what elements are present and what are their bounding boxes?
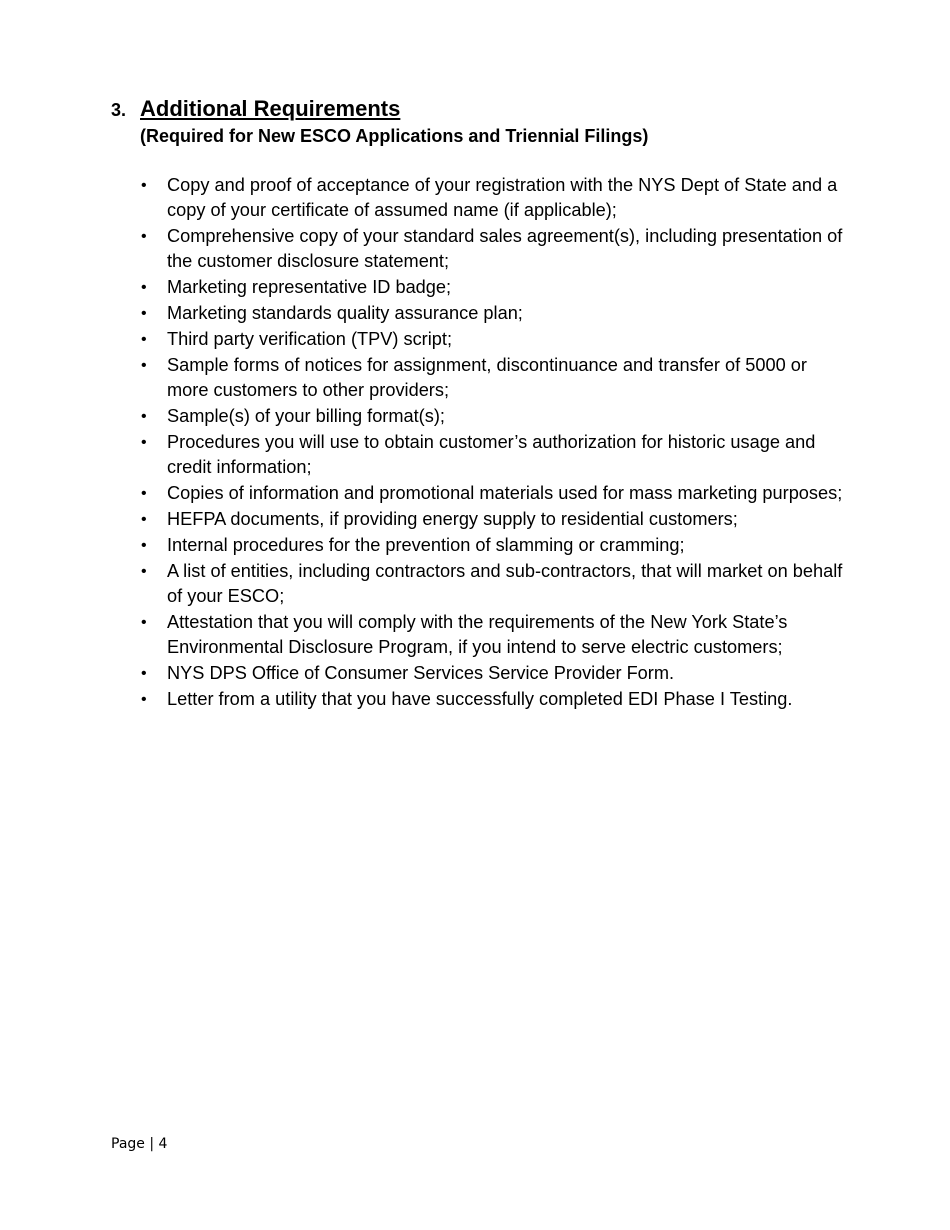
- list-item: [111, 173, 851, 223]
- list-item-text: NYS DPS Office of Consumer Services Service Provider Form.: [167, 663, 675, 683]
- list-item: [111, 301, 851, 326]
- bullet-icon: •: [141, 331, 147, 348]
- list-item-text: Copy and proof of acceptance of your registration with the NYS Dept of State and a copy of your certificate of assumed name (if applicable);: [167, 175, 838, 220]
- list-item-text: Marketing representative ID badge;: [167, 277, 452, 297]
- list-item: [111, 275, 851, 300]
- bullet-icon: •: [141, 434, 147, 451]
- bullet-icon: •: [141, 279, 147, 296]
- list-item-text: Third party verification (TPV) script;: [167, 329, 453, 349]
- list-item: [111, 559, 851, 609]
- list-item: [111, 533, 851, 558]
- bullet-icon: •: [141, 511, 147, 528]
- list-item: [111, 327, 851, 352]
- list-item-text: Copies of information and promotional materials used for mass marketing purposes;: [167, 483, 843, 503]
- list-item-text: Comprehensive copy of your standard sales agreement(s), including presentation of the customer disclosure statement;: [167, 226, 843, 271]
- bullet-icon: •: [141, 305, 147, 322]
- list-item-text: Internal procedures for the prevention of slamming or cramming;: [167, 535, 685, 555]
- list-item-text: Sample forms of notices for assignment, discontinuance and transfer of 5000 or more customers to other providers;: [167, 355, 807, 400]
- page-footer: Page | 4: [111, 1136, 168, 1152]
- bullet-icon: •: [141, 357, 147, 374]
- list-item-text: Letter from a utility that you have successfully completed EDI Phase I Testing.: [167, 689, 793, 709]
- bullet-icon: •: [141, 665, 147, 682]
- list-item: [111, 661, 851, 686]
- bullet-icon: •: [141, 537, 147, 554]
- list-item: [111, 430, 851, 480]
- list-item-text: HEFPA documents, if providing energy supply to residential customers;: [167, 509, 738, 529]
- list-item-text: Attestation that you will comply with the requirements of the New York State’s Environmental Disclosure Program, if you intend to serve electric customers;: [167, 612, 788, 657]
- section-subtitle: (Required for New ESCO Applications and Triennial Filings): [140, 126, 649, 146]
- bullet-icon: •: [141, 228, 147, 245]
- bullet-icon: •: [141, 485, 147, 502]
- list-item: [111, 507, 851, 532]
- requirements-section: [111, 96, 851, 713]
- list-item: [111, 404, 851, 429]
- bullet-icon: •: [141, 408, 147, 425]
- section-number: 3.: [111, 100, 127, 120]
- list-item: [111, 353, 851, 403]
- list-item: [111, 224, 851, 274]
- bullet-icon: •: [141, 691, 147, 708]
- section-heading: [111, 96, 851, 122]
- list-item-text: Procedures you will use to obtain customer’s authorization for historic usage and credit information;: [167, 432, 816, 477]
- bullet-icon: •: [141, 563, 147, 580]
- requirements-list: [111, 173, 851, 712]
- list-item: [111, 610, 851, 660]
- list-item: [111, 687, 851, 712]
- list-item: [111, 481, 851, 506]
- list-item-text: A list of entities, including contractors and sub-contractors, that will market on behalf of your ESCO;: [167, 561, 843, 606]
- bullet-icon: •: [141, 177, 147, 194]
- list-item-text: Marketing standards quality assurance plan;: [167, 303, 523, 323]
- bullet-icon: •: [141, 614, 147, 631]
- section-title: Additional Requirements: [140, 96, 401, 121]
- list-item-text: Sample(s) of your billing format(s);: [167, 406, 445, 426]
